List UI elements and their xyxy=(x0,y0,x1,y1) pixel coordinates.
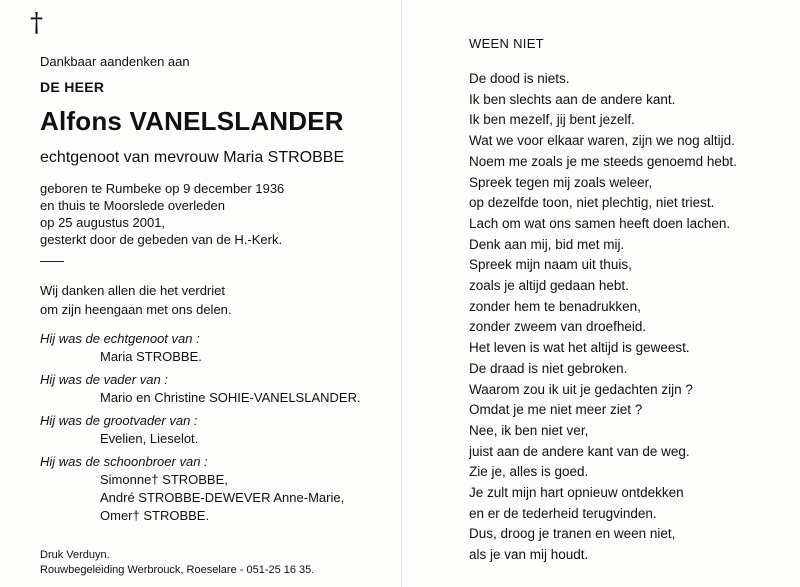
poem-line: Ik ben slechts aan de andere kant. xyxy=(469,91,676,107)
cross-icon: † xyxy=(30,8,43,38)
relation-in-laws xyxy=(40,453,344,525)
divider xyxy=(40,261,64,262)
poem-panel xyxy=(469,36,789,566)
birth-death-line: en thuis te Moorslede overleden xyxy=(40,198,226,213)
birth-death-line: gesterkt door de gebeden van de H.-Kerk. xyxy=(40,232,283,247)
poem-line: juist aan de andere kant van de weg. xyxy=(469,443,690,459)
relation-name: Simonne† STROBBE, xyxy=(100,472,228,487)
relation-role: Hij was de vader van : xyxy=(40,372,168,387)
birth-death-line: op 25 augustus 2001, xyxy=(40,215,166,230)
poem-body xyxy=(469,69,789,566)
poem-line: en er de tederheid terugvinden. xyxy=(469,505,657,521)
thanks-line: om zijn heengaan met ons delen. xyxy=(40,302,232,317)
poem-line: Noem me zoals je me steeds genoemd hebt. xyxy=(469,153,737,169)
poem-line: Wat we voor elkaar waren, zijn we nog altijd. xyxy=(469,133,735,149)
poem-title: WEEN NIET xyxy=(469,36,544,51)
relation-name: André STROBBE-DEWEVER Anne-Marie, xyxy=(100,490,345,505)
thanks-block xyxy=(40,281,232,319)
relation-name: Mario en Christine SOHIE-VANELSLANDER. xyxy=(100,390,361,405)
printer-info xyxy=(40,548,314,578)
relation-children xyxy=(40,371,361,407)
card-fold xyxy=(401,0,402,587)
poem-line: Ik ben mezelf, jij bent jezelf. xyxy=(469,112,635,128)
relation-role: Hij was de echtgenoot van : xyxy=(40,331,200,346)
relation-role: Hij was de grootvader van : xyxy=(40,413,198,428)
poem-line: De dood is niets. xyxy=(469,71,570,86)
poem-line: Nee, ik ben niet ver, xyxy=(469,422,589,438)
poem-line: Je zult mijn hart opnieuw ontdekken xyxy=(469,485,684,501)
poem-line: Spreek tegen mij zoals weleer, xyxy=(469,174,653,190)
poem-line: Het leven is wat het altijd is geweest. xyxy=(469,340,690,356)
printer-line: Rouwbegeleiding Werbrouck, Roeselare - 051-25 16 35. xyxy=(40,564,315,576)
deceased-name: Alfons VANELSLANDER xyxy=(40,106,344,136)
birth-death-line: geboren te Rumbeke op 9 december 1936 xyxy=(40,181,285,196)
thanks-line: Wij danken allen die het verdriet xyxy=(40,283,225,298)
honorific: DE HEER xyxy=(40,79,105,95)
poem-line: op dezelfde toon, niet plechtig, niet triest. xyxy=(469,195,715,211)
relation-name: Omer† STROBBE. xyxy=(100,508,210,523)
spouse-line: echtgenoot van mevrouw Maria STROBBE xyxy=(40,149,345,166)
birth-death-block xyxy=(40,180,284,248)
poem-line: Omdat je me niet meer ziet ? xyxy=(469,402,643,418)
poem-line: zonder zweem van droefheid. xyxy=(469,319,647,335)
relation-grandchildren xyxy=(40,412,198,448)
poem-line: zonder hem te benadrukken, xyxy=(469,298,641,314)
poem-line: Dus, droog je tranen en ween niet, xyxy=(469,526,676,542)
printer-line: Druk Verduyn. xyxy=(40,549,110,561)
poem-line: Zie je, alles is goed. xyxy=(469,464,589,480)
poem-line: Denk aan mij, bid met mij. xyxy=(469,236,625,252)
relation-role: Hij was de schoonbroer van : xyxy=(40,454,208,469)
intro-text: Dankbaar aandenken aan xyxy=(40,54,190,69)
poem-line: als je van mij houdt. xyxy=(469,547,589,563)
poem-line: De draad is niet gebroken. xyxy=(469,360,628,376)
relation-spouse xyxy=(40,330,202,366)
relation-name: Evelien, Lieselot. xyxy=(100,431,199,446)
poem-line: Waarom zou ik uit je gedachten zijn ? xyxy=(469,381,693,397)
relation-name: Maria STROBBE. xyxy=(100,349,202,364)
poem-line: zoals je altijd gedaan hebt. xyxy=(469,278,629,294)
poem-line: Lach om wat ons samen heeft doen lachen. xyxy=(469,215,731,231)
poem-line: Spreek mijn naam uit thuis, xyxy=(469,257,632,273)
